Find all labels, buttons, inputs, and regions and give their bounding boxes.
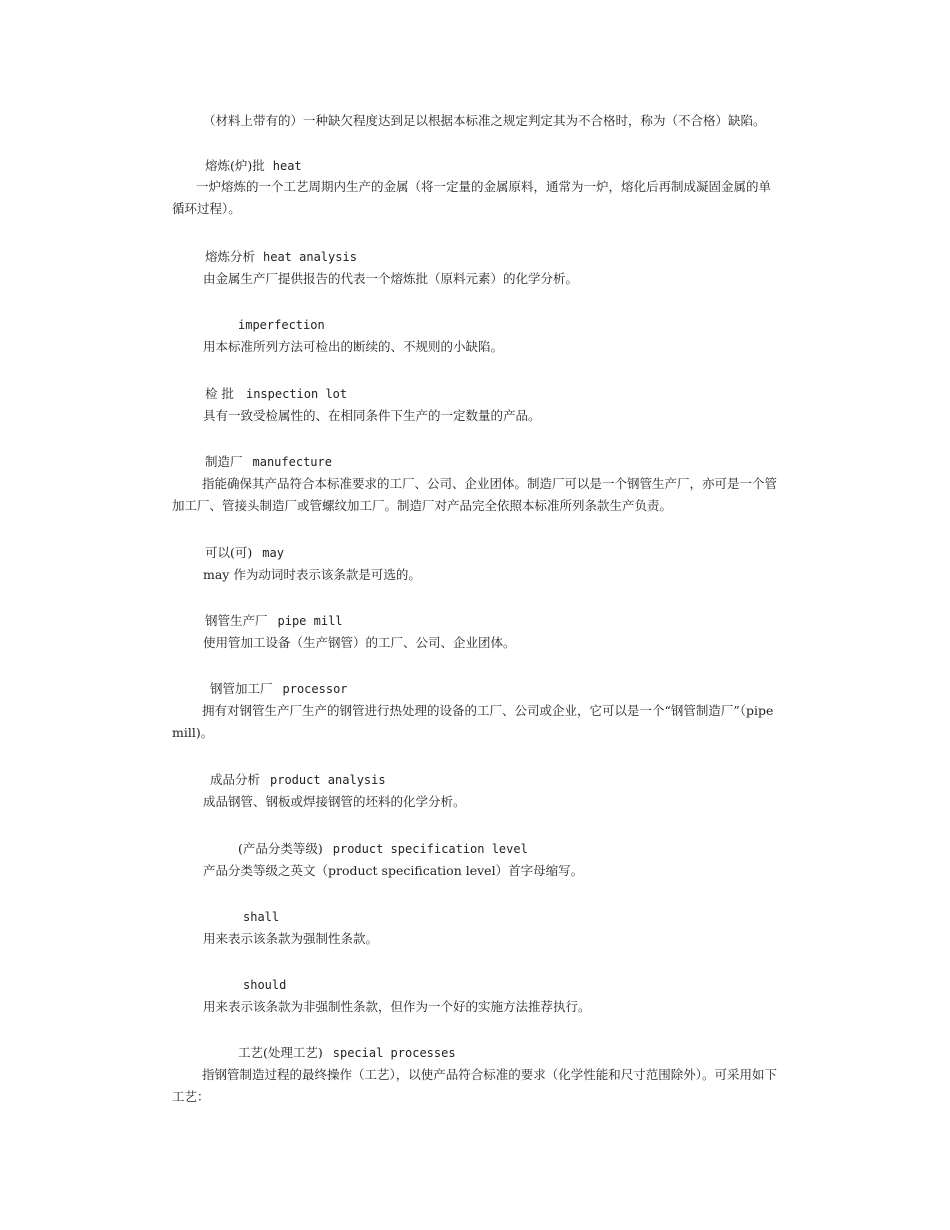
def-heat: 一炉熔炼的一个工艺周期内生产的金属（将一定量的金属原料，通常为一炉，熔化后再制成凝固金属的单循环过程）。 <box>172 179 772 216</box>
intro-text: （材料上带有的）一种缺欠程度达到足以根据本标准之规定判定其为不合格时，称为（不合格）缺陷。 <box>203 113 766 128</box>
term-en: special processes <box>332 1046 456 1060</box>
term-zh: 熔炼(炉)批 <box>205 158 265 173</box>
term-should <box>243 977 286 993</box>
def-inspection-lot: 具有一致受检属性的、在相同条件下生产的一定数量的产品。 <box>203 408 541 423</box>
term-en: product specification level <box>332 842 528 856</box>
term-imperfection <box>238 317 325 333</box>
term-shall <box>243 909 279 925</box>
term-manufecture <box>205 454 332 470</box>
def-manufecture: 指能确保其产品符合本标准要求的工厂、公司、企业团体。制造厂可以是一个钢管生产厂，亦可是一个管加工厂、管接头制造厂或管螺纹加工厂。制造厂对产品完全依照本标准所列条款生产负责。 <box>172 476 778 513</box>
term-pipe-mill <box>205 613 343 629</box>
def-should: 用来表示该条款为非强制性条款，但作为一个好的实施方法推荐执行。 <box>203 999 591 1014</box>
def-may: may 作为动词时表示该条款是可选的。 <box>203 567 421 582</box>
term-en: inspection lot <box>245 387 348 401</box>
term-en: should <box>243 978 287 992</box>
term-zh: 钢管加工厂 <box>210 681 273 696</box>
def-special-processes: 指钢管制造过程的最终操作（工艺），以使产品符合标准的要求（化学性能和尺寸范围除外）。可采用如下工艺： <box>172 1067 778 1104</box>
def-heat-analysis: 由金属生产厂提供报告的代表一个熔炼批（原料元素）的化学分析。 <box>203 271 579 286</box>
term-zh: 成品分析 <box>210 772 261 787</box>
term-processor <box>210 681 348 697</box>
def-product-analysis: 成品钢管、钢板或焊接钢管的坯料的化学分析。 <box>203 794 466 809</box>
term-may <box>205 545 284 561</box>
term-zh: 钢管生产厂 <box>205 613 268 628</box>
term-zh: 可以(可) <box>205 545 253 560</box>
term-psl <box>238 841 528 857</box>
term-special-processes <box>238 1045 456 1061</box>
term-en: may <box>262 546 284 560</box>
term-product-analysis <box>210 772 386 788</box>
term-zh: 工艺(处理工艺) <box>238 1045 323 1060</box>
term-zh: (产品分类等级) <box>238 841 323 856</box>
term-en: manufecture <box>252 455 332 469</box>
term-en: heat <box>272 159 302 173</box>
term-zh: 制造厂 <box>205 454 243 469</box>
term-zh: 检 批 <box>205 386 234 401</box>
term-inspection-lot <box>205 386 347 402</box>
term-en: imperfection <box>238 318 325 332</box>
def-psl: 产品分类等级之英文（product specification level）首字母缩写。 <box>203 863 584 878</box>
term-heat <box>205 158 302 174</box>
def-processor: 拥有对钢管生产厂生产的钢管进行热处理的设备的工厂、公司或企业，它可以是一个“钢管制造厂”（pipe mill)。 <box>172 703 774 740</box>
term-en: pipe mill <box>277 614 343 628</box>
term-en: shall <box>243 910 280 924</box>
term-heat-analysis <box>205 249 357 265</box>
def-imperfection: 用本标准所列方法可检出的断续的、不规则的小缺陷。 <box>203 339 504 354</box>
def-shall: 用来表示该条款为强制性条款。 <box>203 931 379 946</box>
term-en: heat analysis <box>263 250 357 264</box>
term-en: product analysis <box>270 773 386 787</box>
term-en: processor <box>282 682 348 696</box>
term-zh: 熔炼分析 <box>205 249 256 264</box>
def-pipe-mill: 使用管加工设备（生产钢管）的工厂、公司、企业团体。 <box>203 635 516 650</box>
